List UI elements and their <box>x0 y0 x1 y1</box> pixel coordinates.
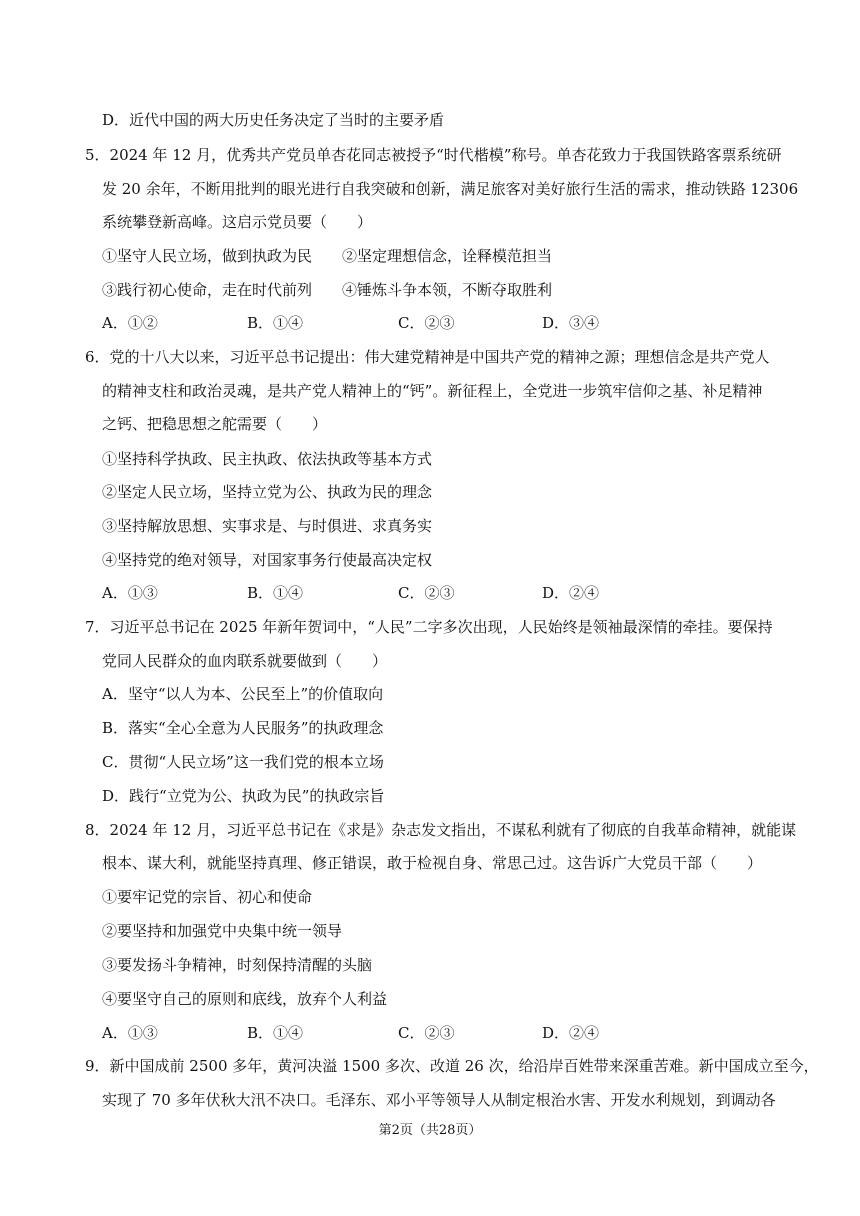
q5-options <box>102 313 762 333</box>
q7-choice-d[interactable]: D．践行“立党为公、执政为民”的执政宗旨 <box>102 787 385 805</box>
q7-stem-line-2: 党同人民群众的血肉联系就要做到（ ） <box>102 652 388 670</box>
q8-stem-line-1: 8．2024 年 12 月，习近平总书记在《求是》杂志发文指出，不谋私利就有了彻底的自我革命精神，就能谋 <box>85 821 797 839</box>
q6-option-d[interactable]: D．②④ <box>542 584 600 602</box>
q8-option-c[interactable]: C．②③ <box>398 1024 455 1042</box>
q5-item-row-2: ③践行初心使命，走在时代前列 ④锤炼斗争本领，不断夺取胜利 <box>102 281 553 299</box>
q6-option-c[interactable]: C．②③ <box>398 584 455 602</box>
q5-option-a[interactable]: A．①② <box>102 314 158 332</box>
q8-item-1: ①要牢记党的宗旨、初心和使命 <box>102 888 313 906</box>
q5-option-c[interactable]: C．②③ <box>398 314 455 332</box>
q7-stem-line-1: 7．习近平总书记在 2025 年新年贺词中，“人民”二字多次出现，人民始终是领袖最深情的牵挂。要保持 <box>85 618 773 636</box>
q5-option-b[interactable]: B．①④ <box>247 314 304 332</box>
q5-stem-line-1: 5．2024 年 12 月，优秀共产党员单杏花同志被授予“时代楷模”称号。单杏花致力于我国铁路客票系统研 <box>85 146 782 164</box>
q8-option-d[interactable]: D．②④ <box>542 1024 600 1042</box>
q7-choice-a[interactable]: A．坚守“以人为本、公民至上”的价值取向 <box>102 685 384 703</box>
q5-stem-line-3: 系统攀登新高峰。这启示党员要（ ） <box>102 213 373 231</box>
q6-item-4: ④坚持党的绝对领导，对国家事务行使最高决定权 <box>102 551 433 569</box>
q6-options <box>102 583 762 603</box>
q6-item-1: ①坚持科学执政、民主执政、依法执政等基本方式 <box>102 450 433 468</box>
page-footer: 第2页（共28页） <box>378 1123 482 1138</box>
q5-item-row-1: ①坚守人民立场，做到执政为民 ②坚定理想信念，诠释模范担当 <box>102 247 553 265</box>
q6-stem-line-2: 的精神支柱和政治灵魂，是共产党人精神上的“钙”。新征程上，全党进一步筑牢信仰之基、补足精神 <box>102 382 763 400</box>
q6-option-b[interactable]: B．①④ <box>247 584 304 602</box>
q6-stem-line-3: 之钙、把稳思想之舵需要（ ） <box>102 415 328 433</box>
q5-option-d[interactable]: D．③④ <box>542 314 600 332</box>
q7-choice-c[interactable]: C．贯彻“人民立场”这一我们党的根本立场 <box>102 753 384 771</box>
q6-item-2: ②坚定人民立场，坚持立党为公、执政为民的理念 <box>102 483 433 501</box>
q6-item-3: ③坚持解放思想、实事求是、与时俱进、求真务实 <box>102 517 433 535</box>
q4-option-d: D．近代中国的两大历史任务决定了当时的主要矛盾 <box>102 111 445 129</box>
q9-stem-line-2: 实现了 70 多年伏秋大汛不决口。毛泽东、邓小平等领导人从制定根治水害、开发水利规划，到调动各 <box>102 1091 776 1109</box>
q9-stem-line-1: 9．新中国成前 2500 多年，黄河决溢 1500 多次、改道 26 次，给沿岸百姓带来深重苦难。新中国成立至今， <box>85 1057 819 1075</box>
q8-option-b[interactable]: B．①④ <box>247 1024 304 1042</box>
q8-stem-line-2: 根本、谋大利，就能坚持真理、修正错误，敢于检视自身、常思己过。这告诉广大党员干部（ ） <box>102 854 763 872</box>
q6-stem-line-1: 6．党的十八大以来，习近平总书记提出：伟大建党精神是中国共产党的精神之源；理想信念是共产党人 <box>85 348 770 366</box>
q8-item-3: ③要发扬斗争精神，时刻保持清醒的头脑 <box>102 956 373 974</box>
q7-choice-b[interactable]: B．落实“全心全意为人民服务”的执政理念 <box>102 719 384 737</box>
q5-stem-line-2: 发 20 余年，不断用批判的眼光进行自我突破和创新，满足旅客对美好旅行生活的需求，推动铁路 12306 <box>102 180 799 198</box>
q8-item-2: ②要坚持和加强党中央集中统一领导 <box>102 922 343 940</box>
q8-option-a[interactable]: A．①③ <box>102 1024 158 1042</box>
q8-options <box>102 1023 762 1043</box>
q8-item-4: ④要坚守自己的原则和底线，放弃个人利益 <box>102 990 388 1008</box>
q6-option-a[interactable]: A．①③ <box>102 584 158 602</box>
